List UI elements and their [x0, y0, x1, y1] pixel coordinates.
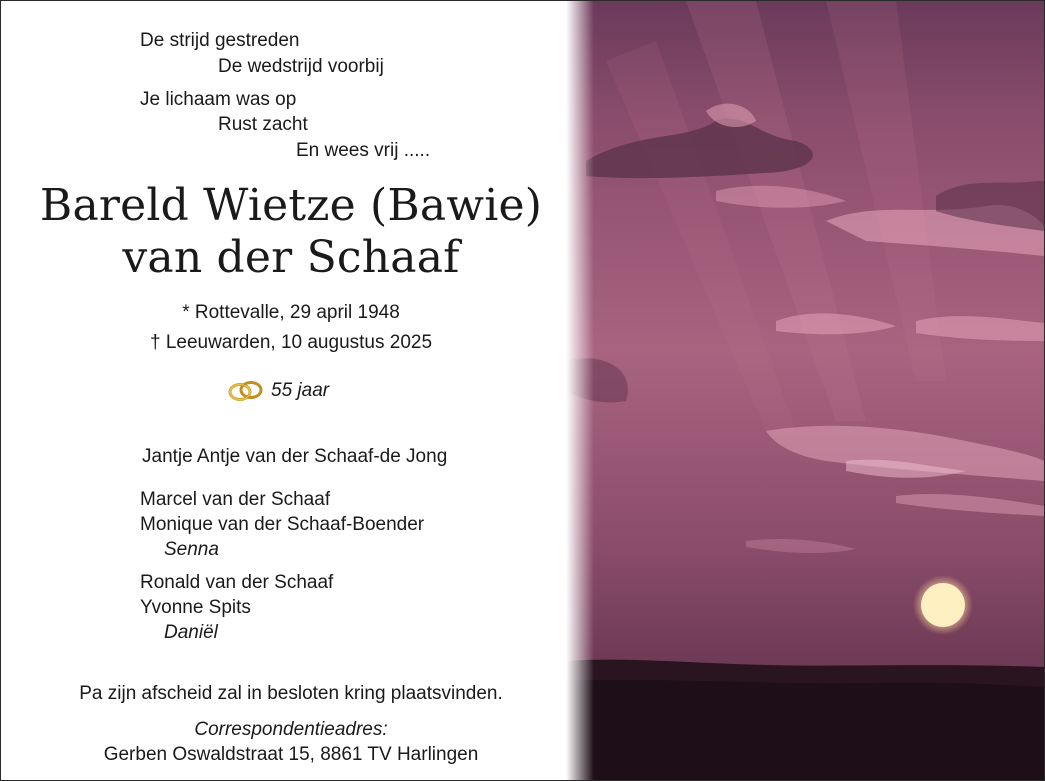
- funeral-notice: Pa zijn afscheid zal in besloten kring plaatsvinden.: [79, 683, 503, 704]
- child-1-partner-name: Monique van der Schaaf-Boender: [140, 514, 425, 535]
- sunset-photo: [566, 1, 1044, 780]
- poem-line-1: De strijd gestreden: [140, 30, 300, 51]
- birth-date: * Rottevalle, 29 april 1948: [182, 302, 400, 323]
- poem-line-5: En wees vrij .....: [296, 140, 431, 161]
- obituary-text-column: [1, 1, 586, 780]
- poem-line-4: Rust zacht: [218, 114, 308, 135]
- marriage-years: 55 jaar: [271, 380, 330, 401]
- grandchild-1-name: Senna: [164, 539, 219, 560]
- poem-line-3: Je lichaam was op: [140, 89, 297, 110]
- child-2-partner-name: Yvonne Spits: [140, 597, 251, 618]
- poem-line-2: De wedstrijd voorbij: [218, 56, 384, 77]
- deceased-name-line-1: Bareld Wietze (Bawie): [39, 180, 543, 231]
- child-2-name: Ronald van der Schaaf: [140, 572, 334, 593]
- correspondence-label: Correspondentieadres:: [194, 719, 388, 740]
- correspondence-address: Gerben Oswaldstraat 15, 8861 TV Harlingen: [103, 744, 479, 765]
- spouse-name: Jantje Antje van der Schaaf-de Jong: [142, 446, 448, 467]
- wedding-rings-icon: [227, 378, 265, 404]
- death-date: † Leeuwarden, 10 augustus 2025: [149, 332, 433, 353]
- grandchild-2-name: Daniël: [164, 622, 218, 643]
- child-1-name: Marcel van der Schaaf: [140, 489, 331, 510]
- deceased-name-line-2: van der Schaaf: [122, 232, 460, 283]
